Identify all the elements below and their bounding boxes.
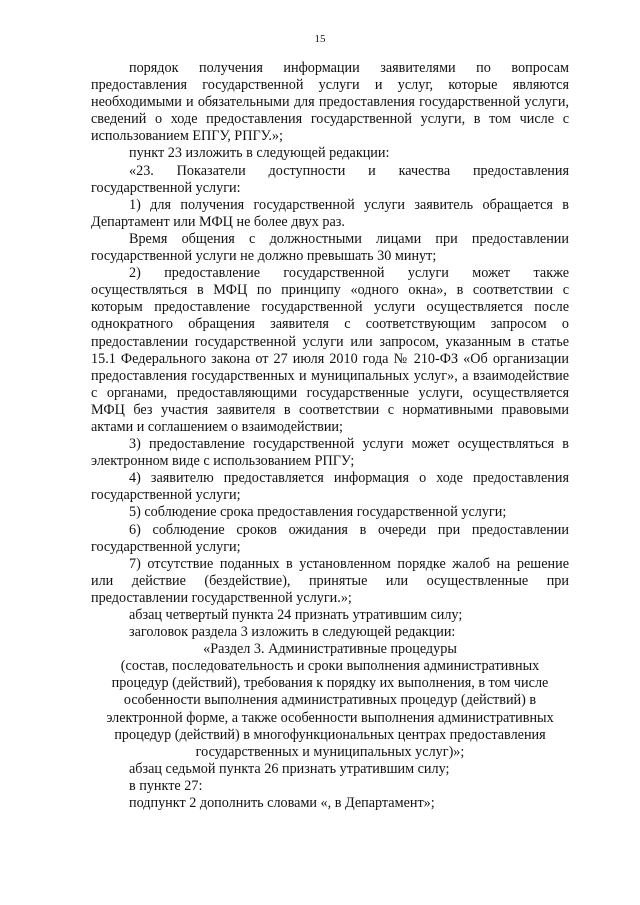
paragraph: пункт 23 изложить в следующей редакции:	[129, 145, 390, 162]
paragraph: 7) отсутствие поданных в установленном порядке жалоб на решение или действие (бездействие), принятые или осуществленные при предоставлении государственной услуги.»;	[91, 555, 569, 606]
paragraph: «23. Показатели доступности и качества предоставления государственной услуги:	[91, 162, 569, 196]
paragraph: заголовок раздела 3 изложить в следующей редакции:	[129, 624, 456, 641]
document-body	[91, 60, 569, 812]
paragraph: 2) предоставление государственной услуги может также осуществляться в МФЦ по принципу «одного окна», в соответствии с которым предоставление государственной услуги осуществляется после однократного обращения заявителя с соответствующим запросом о предоставлении государственной услуги или запросом, указанным в статье 15.1 Федерального закона от 27 июля 2010 года № 210-ФЗ «Об организации предоставления государственных и муниципальных услуг», а взаимодействие с органами, предоставляющими государственные услуги, осуществляется МФЦ без участия заявителя в соответствии с нормативными правовыми актами и соглашением о взаимодействии;	[91, 265, 569, 435]
paragraph: подпункт 2 дополнить словами «, в Департамент»;	[129, 795, 435, 812]
paragraph: абзац седьмой пункта 26 признать утратившим силу;	[129, 760, 450, 777]
paragraph: 4) заявителю предоставляется информация о ходе предоставления государственной услуги;	[91, 470, 569, 504]
paragraph: 1) для получения государственной услуги заявитель обращается в Департамент или МФЦ не более двух раз.	[91, 196, 569, 230]
paragraph: 6) соблюдение сроков ожидания в очереди при предоставлении государственной услуги;	[91, 521, 569, 555]
paragraph: в пункте 27:	[129, 777, 203, 794]
paragraph: (состав, последовательность и сроки выполнения административных процедур (действий), требования к порядку их выполнения, в том числе особенности выполнения административных процедур (действий) в электронной форме, а также особенности выполнения административных процедур (действий) в многофункциональных центрах предоставления государственных и муниципальных услуг)»;	[106, 658, 554, 760]
paragraph: порядок получения информации заявителями по вопросам предоставления государственной услуги и услуг, которые являются необходимыми и обязательными для предоставления государственной услуги, сведений о ходе предоставления государственной услуги, в том числе с использованием ЕПГУ, РПГУ.»;	[91, 60, 569, 145]
paragraph: абзац четвертый пункта 24 признать утратившим силу;	[129, 607, 463, 623]
page-number: 15	[314, 33, 326, 45]
paragraph: «Раздел 3. Административные процедуры	[203, 641, 457, 658]
paragraph: 3) предоставление государственной услуги может осуществляться в электронном виде с использованием РПГУ;	[91, 436, 569, 470]
paragraph: 5) соблюдение срока предоставления государственной услуги;	[129, 504, 507, 521]
paragraph: Время общения с должностными лицами при предоставлении государственной услуги не должно превышать 30 минут;	[91, 230, 569, 265]
